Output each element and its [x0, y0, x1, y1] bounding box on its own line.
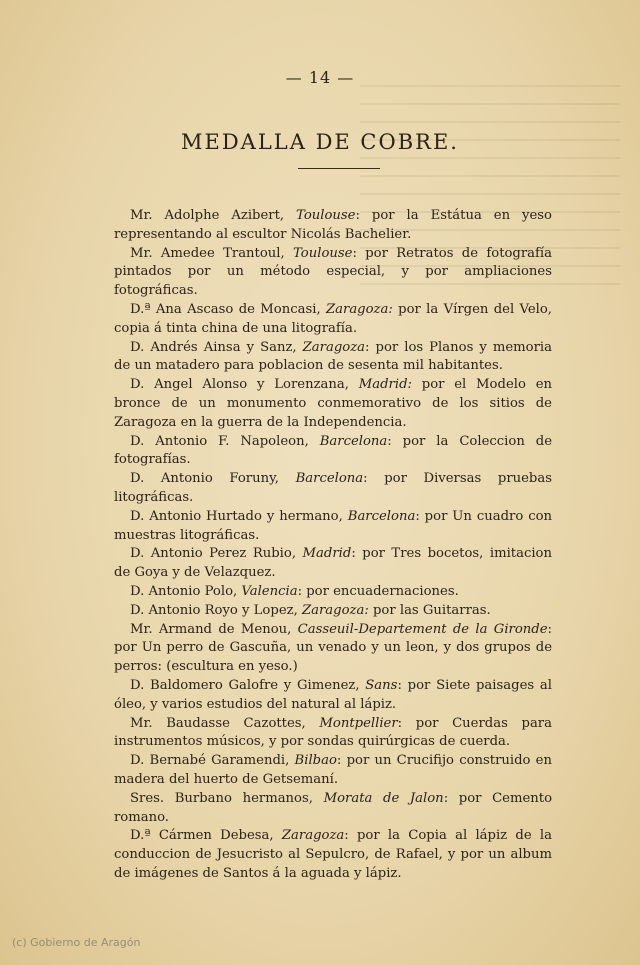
award-description: por la Vírgen del Velo, copia á tinta china de una litografía. [114, 301, 552, 336]
recipient-location: Madrid [302, 546, 352, 562]
page-number: — 14 — [285, 68, 355, 87]
recipient-location: Zaragoza [281, 828, 345, 844]
award-description: por el Modelo en bronce de un monumento conmemorativo de los sitios de Zaragoza en la guerra de la Independencia. [114, 377, 552, 430]
award-description: : por Tres bocetos, imitacion de Goya y de Velazquez. [114, 546, 552, 581]
title-rule [298, 168, 380, 169]
award-entry [114, 207, 552, 245]
award-description: : por Cuerdas para instrumentos músicos, y por sondas quirúrgicas de cuerda. [114, 715, 552, 750]
award-description: : por los Planos y memoria de un matadero para poblacion de sesenta mil habitantes. [114, 339, 552, 374]
recipient-name: D. Bernabé Garamendi, [130, 753, 295, 769]
award-description: por las Guitarras. [368, 602, 491, 618]
award-description: : por la Copia al lápiz de la conduccion de Jesucristo al Sepulcro, de Rafael, y por un album de imágenes de Santos á la aguada y lápiz. [114, 828, 552, 881]
recipient-location: Morata de Jalon [323, 790, 444, 806]
award-entry [114, 433, 552, 471]
recipient-name: D.ª Ana Ascaso de Moncasi, [130, 301, 326, 317]
award-description: : por Un perro de Gascuña, un venado y un leon, y dos grupos de perros: (escultura en yeso.) [114, 621, 552, 675]
award-entry [114, 621, 552, 677]
recipient-name: Mr. Amedee Trantoul, [130, 245, 294, 261]
award-entry [114, 245, 552, 301]
award-entry [114, 715, 552, 753]
recipient-location: Toulouse [296, 208, 356, 223]
award-entry [114, 508, 552, 546]
award-description: : por la Coleccion de fotografías. [114, 433, 553, 468]
award-entry [114, 583, 552, 602]
recipient-location: Barcelona [347, 508, 416, 524]
award-entry [114, 301, 552, 339]
recipient-location: Barcelona [319, 433, 388, 449]
recipient-location: Toulouse [293, 245, 353, 261]
recipient-name: D. Antonio Foruny, [130, 471, 296, 487]
award-entry [114, 376, 552, 432]
award-entry [114, 677, 552, 715]
recipient-name: Mr. Armand de Menou, [130, 621, 298, 637]
recipient-name: Mr. Adolphe Azibert, [130, 208, 297, 223]
award-description: : por la Estátua en yeso representando al escultor Nicolás Bachelier. [114, 208, 552, 242]
recipient-location: Bilbao [294, 753, 337, 769]
recipient-name: Mr. Baudasse Cazottes, [130, 715, 320, 731]
recipient-location: Barcelona [295, 471, 364, 487]
award-description: : por Un cuadro con muestras litográficas. [114, 508, 553, 543]
recipient-location: Zaragoza: [301, 602, 369, 618]
award-entry [114, 470, 552, 508]
award-description: : por un Crucifijo construido en madera del huerto de Getsemaní. [114, 753, 552, 787]
award-description: : por Siete paisages al óleo, y varios estudios del natural al lápiz. [114, 677, 552, 712]
award-description: : por Diversas pruebas litográficas. [114, 471, 552, 505]
recipient-location: Zaragoza [302, 339, 366, 355]
recipient-location: Sans [365, 677, 398, 693]
recipient-name: D. Angel Alonso y Lorenzana, [130, 377, 359, 393]
award-description: : por Cemento romano. [114, 790, 553, 825]
recipient-name: D. Antonio Polo, [130, 583, 242, 599]
recipient-name: D.ª Cármen Debesa, [130, 828, 282, 844]
award-description: : por encuadernaciones. [297, 583, 459, 599]
recipient-name: D. Antonio Royo y Lopez, [130, 602, 302, 618]
copyright-watermark: (c) Gobierno de Aragón [12, 936, 141, 949]
award-entry [114, 752, 552, 790]
recipient-location: Zaragoza: [325, 301, 393, 317]
recipient-name: D. Antonio Perez Rubio, [130, 546, 303, 562]
recipient-name: D. Antonio Hurtado y hermano, [130, 508, 348, 524]
award-entry [114, 339, 552, 377]
recipient-name: Sres. Burbano hermanos, [130, 790, 324, 806]
recipient-name: D. Antonio F. Napoleon, [130, 433, 320, 449]
recipient-name: D. Baldomero Galofre y Gimenez, [130, 677, 366, 693]
award-list [114, 207, 552, 884]
award-entry [114, 545, 552, 583]
recipient-location: Madrid: [358, 377, 412, 393]
award-entry [114, 827, 552, 883]
recipient-location: Casseuil-Departement de la Gironde [297, 621, 548, 637]
recipient-location: Montpellier [319, 715, 398, 731]
recipient-name: D. Andrés Ainsa y Sanz, [130, 339, 303, 355]
award-entry [114, 602, 552, 621]
award-entry [114, 790, 552, 828]
award-description: : por Retratos de fotografía pintados por un método especial, y por ampliaciones fotográficas. [114, 245, 552, 299]
recipient-location: Valencia [241, 583, 298, 599]
section-title: MEDALLA DE COBRE. [181, 130, 459, 154]
